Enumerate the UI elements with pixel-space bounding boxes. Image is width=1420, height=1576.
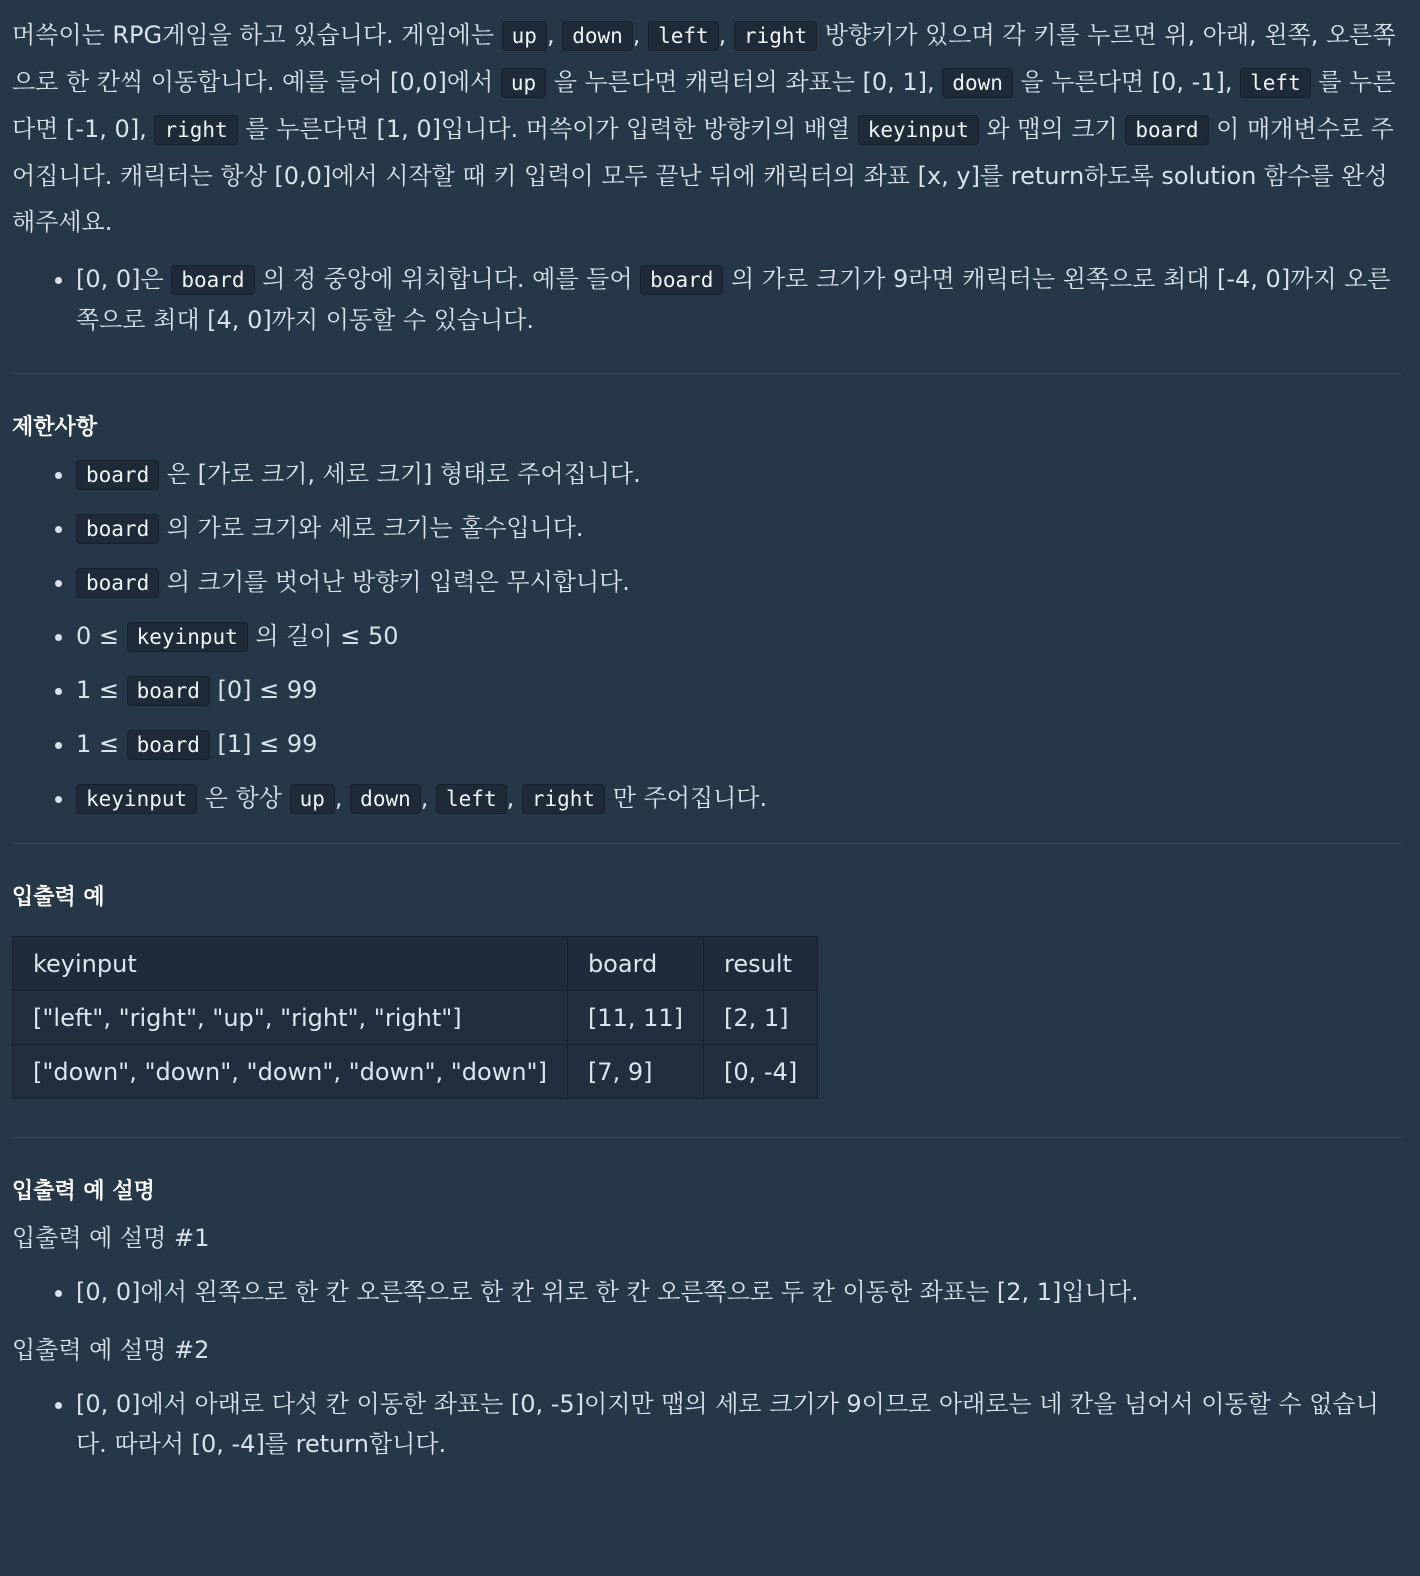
column-header-result: result — [704, 937, 818, 991]
example-2-item: • [0, 0]에서 아래로 다섯 칸 이동한 좌표는 [0, -5]이지만 맵의 세로 크기가 9이므로 아래로는 네 칸을 넘어서 이동할 수 없습니다. 따라서 [0, -4]를 return합니다. — [76, 1384, 1402, 1464]
constraints-heading: 제한사항 — [12, 415, 98, 440]
constraint-text: 1 ≤ — [76, 676, 127, 704]
code-board: board — [640, 265, 723, 295]
description-text: 머쓱이는 RPG게임을 하고 있습니다. 게임에는 — [12, 21, 502, 49]
code-down: down — [562, 21, 633, 51]
description-paragraph — [12, 12, 1402, 245]
column-header-board: board — [567, 937, 703, 991]
example-1-item: • [0, 0]에서 왼쪽으로 한 칸 오른쪽으로 한 칸 위로 한 칸 오른쪽으로 두 칸 이동한 좌표는 [2, 1]입니다. — [76, 1272, 1402, 1312]
cell-keyinput: ["left", "right", "up", "right", "right"] — [13, 991, 568, 1045]
example-1-list — [12, 1272, 1402, 1312]
code-keyinput: keyinput — [858, 115, 979, 145]
code-left: left — [648, 21, 719, 51]
code-down: down — [942, 68, 1013, 98]
code-down: down — [350, 784, 421, 814]
note-list — [12, 259, 1402, 340]
code-up: up — [502, 21, 547, 51]
constraint-text: 1 ≤ — [76, 730, 127, 758]
code-up: up — [290, 784, 335, 814]
comma: , — [334, 784, 351, 812]
cell-board: [7, 9] — [567, 1045, 703, 1099]
code-keyinput: keyinput — [76, 784, 197, 814]
code-board: board — [76, 568, 159, 598]
constraint-item — [76, 508, 1402, 549]
code-board: board — [171, 265, 254, 295]
constraint-text: 의 크기를 벗어난 방향키 입력은 무시합니다. — [159, 568, 630, 596]
constraint-item — [76, 562, 1402, 603]
constraint-text: 의 가로 크기와 세로 크기는 홀수입니다. — [159, 514, 584, 542]
description-text: 을 누른다면 [0, -1], — [1012, 68, 1241, 96]
constraint-text: 은 항상 — [197, 784, 290, 812]
comma: , — [506, 784, 522, 812]
cell-keyinput: ["down", "down", "down", "down", "down"] — [13, 1045, 568, 1099]
code-board: board — [127, 730, 210, 760]
constraints-list — [12, 454, 1402, 819]
code-right: right — [522, 784, 605, 814]
code-board: board — [76, 514, 159, 544]
cell-result: [2, 1] — [704, 991, 818, 1045]
io-heading: 입출력 예 — [12, 885, 105, 910]
divider — [12, 1137, 1402, 1138]
explanation-heading: 입출력 예 설명 — [12, 1179, 155, 1204]
note-item — [76, 259, 1402, 340]
constraint-text: 0 ≤ — [76, 622, 127, 650]
code-right: right — [154, 115, 237, 145]
description-text: 를 누른다면 [-1, 0], — [12, 68, 1396, 143]
example-2-title: 입출력 예 설명 #2 — [12, 1336, 210, 1364]
constraint-item — [76, 670, 1402, 711]
description-text: 와 맵의 크기 — [978, 115, 1126, 143]
code-board: board — [1125, 115, 1208, 145]
description-text: 를 누른다면 [1, 0]입니다. 머쓱이가 입력한 방향키의 배열 — [237, 115, 858, 143]
column-header-keyinput: keyinput — [13, 937, 568, 991]
divider — [12, 373, 1402, 374]
note-text: 의 정 중앙에 위치합니다. 예를 들어 — [254, 265, 641, 293]
code-keyinput: keyinput — [127, 622, 248, 652]
constraint-text: 은 [가로 크기, 세로 크기] 형태로 주어집니다. — [159, 460, 641, 488]
comma: , — [632, 21, 649, 49]
description-text: 이 매개변수로 주어집니다. 캐릭터는 항상 [0,0]에서 시작할 때 키 입력이 모두 끝난 뒤에 캐릭터의 좌표 [x, y]를 return하도록 solution 함수를 완성해주세요. — [12, 115, 1394, 236]
code-up: up — [501, 68, 546, 98]
io-table — [12, 936, 818, 1099]
constraint-text: [0] ≤ 99 — [209, 676, 318, 704]
note-text: [0, 0]은 — [76, 265, 172, 293]
cell-result: [0, -4] — [704, 1045, 818, 1099]
comma: , — [546, 21, 563, 49]
cell-board: [11, 11] — [567, 991, 703, 1045]
note-text: 의 가로 크기가 9라면 캐릭터는 왼쪽으로 최대 [-4, 0]까지 오른쪽으로 최대 [4, 0]까지 이동할 수 있습니다. — [76, 265, 1391, 334]
table-row — [13, 1045, 818, 1099]
description-text: 을 누른다면 캐릭터의 좌표는 [0, 1], — [546, 68, 943, 96]
constraint-item — [76, 616, 1402, 657]
table-row — [13, 991, 818, 1045]
constraint-text: 의 길이 ≤ 50 — [247, 622, 399, 650]
code-board: board — [76, 460, 159, 490]
constraint-item — [76, 778, 1402, 819]
divider — [12, 843, 1402, 844]
code-left: left — [436, 784, 507, 814]
code-board: board — [127, 676, 210, 706]
constraint-item — [76, 454, 1402, 495]
io-table-header-row — [13, 937, 818, 991]
constraint-text: 만 주어집니다. — [605, 784, 768, 812]
code-right: right — [734, 21, 817, 51]
example-1-title: 입출력 예 설명 #1 — [12, 1224, 210, 1252]
constraint-item — [76, 724, 1402, 765]
code-left: left — [1240, 68, 1311, 98]
problem-description — [12, 12, 1402, 1486]
example-2-list — [12, 1384, 1402, 1464]
constraint-text: [1] ≤ 99 — [209, 730, 318, 758]
description-text: 방향키가 있으며 각 키를 누르면 위, 아래, 왼쪽, 오른쪽으로 한 칸씩 이동합니다. 예를 들어 [0,0]에서 — [12, 21, 1396, 96]
comma: , — [718, 21, 734, 49]
comma: , — [420, 784, 437, 812]
